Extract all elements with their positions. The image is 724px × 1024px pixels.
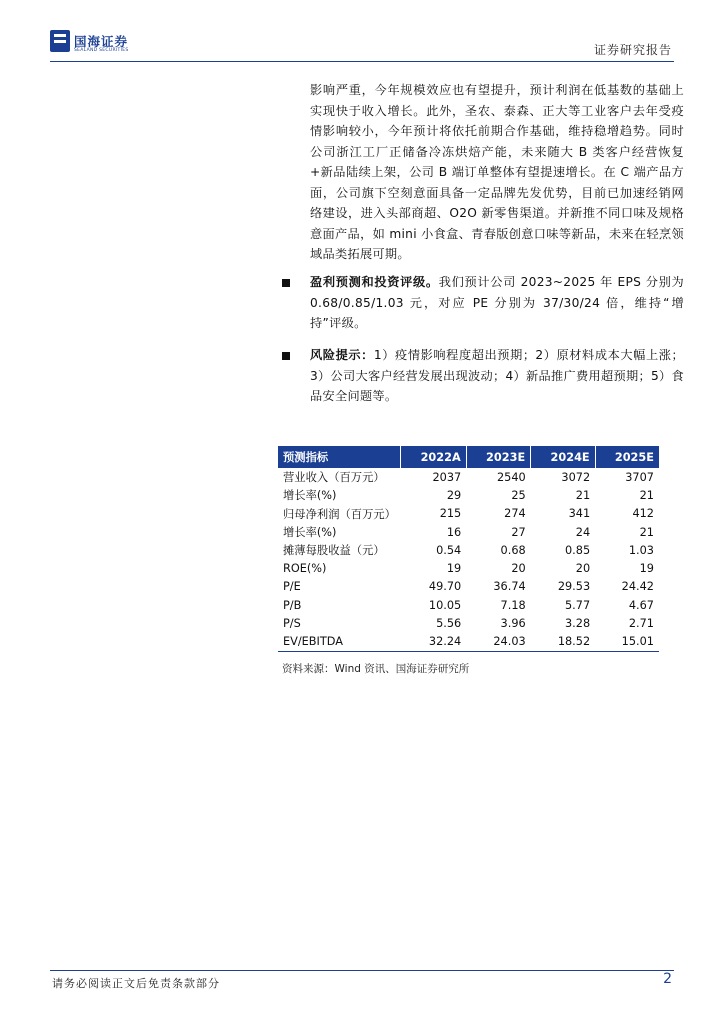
- table-cell: 0.68: [500, 543, 526, 557]
- row-label: 归母净利润（百万元）: [283, 507, 396, 521]
- table-cell: 18.52: [531, 633, 595, 652]
- rating-title: 盈利预测和投资评级。: [310, 275, 439, 289]
- table-row: [278, 541, 659, 559]
- company-logo: [50, 30, 140, 56]
- table-cell: 36.74: [493, 580, 526, 594]
- logo-text-cn: 国海证券: [74, 34, 129, 49]
- table-cell: 19: [446, 562, 462, 576]
- table-cell: 2037: [432, 470, 462, 484]
- table-header-cell: 2024E: [531, 446, 595, 468]
- table-cell: 15.01: [595, 633, 659, 652]
- row-label: 增长率(%): [283, 526, 337, 540]
- table-row: [278, 614, 659, 632]
- header-divider: [50, 61, 674, 62]
- table-cell: 274: [504, 507, 526, 521]
- table-row: [278, 523, 659, 541]
- page-number: 2: [663, 971, 672, 987]
- row-label: 增长率(%): [283, 489, 337, 503]
- row-label: EV/EBITDA: [278, 633, 401, 652]
- forecast-table: [278, 446, 659, 652]
- logo-text-en: SEALAND SECURITIES: [74, 48, 129, 53]
- table-cell: 412: [632, 507, 654, 521]
- table-cell: 2.71: [628, 617, 654, 631]
- table-cell: 5.77: [565, 598, 591, 612]
- footer-divider: [50, 970, 674, 971]
- table-cell: 21: [639, 488, 654, 502]
- bullet-icon: [282, 352, 290, 360]
- table-cell: 24.03: [466, 633, 530, 652]
- row-label: P/B: [283, 598, 302, 612]
- table-cell: 10.05: [428, 598, 462, 612]
- table-cell: 3072: [561, 470, 591, 484]
- table-cell: 5.56: [436, 617, 462, 631]
- rating-text: 我们预计公司 2023~2025 年 EPS 分别为 0.68/0.85/1.03 元，对应 PE 分别为 37/30/24 倍，维持“增持”评级。: [310, 275, 685, 330]
- row-label: ROE(%): [283, 562, 327, 576]
- row-label: P/E: [283, 580, 301, 594]
- table-cell: 24: [575, 525, 591, 539]
- row-label: P/S: [283, 617, 301, 631]
- footer-disclaimer: 请务必阅读正文后免责条款部分: [52, 977, 220, 990]
- table-cell: 3707: [625, 470, 654, 484]
- risk-paragraph: [310, 345, 684, 407]
- table-cell: 32.24: [401, 633, 467, 652]
- table-cell: 25: [511, 488, 526, 502]
- table-cell: 24.42: [621, 580, 654, 594]
- row-label: 营业收入（百万元）: [283, 471, 385, 485]
- intro-paragraph: 影响严重，今年规模效应也有望提升，预计利润在低基数的基础上实现快于收入增长。此外，圣农、泰森、正大等工业客户去年受疫情影响较小，今年预计将依托前期合作基础，维持稳增趋势。同时公司浙江工厂正储备冷冻烘焙产能，未来随大 B 类客户经营恢复+新品陆续上架，公司 B 端订单整体有望提速增长。在 C 端产品方面，公司旗下空刻意面具备一定品牌先发优势，目前已加速经销网络建设，进入头部商超、O2O 新零售渠道。并新推不同口味及规格意面产品，如 mini 小食盒、青春版创意口味等新品，未来在轻烹领域品类拓展可期。: [310, 83, 684, 261]
- table-cell: 20: [575, 562, 591, 576]
- table-cell: 29: [446, 488, 462, 502]
- table-cell: 19: [639, 562, 654, 576]
- table-header-row: [278, 446, 659, 468]
- table-cell: 0.85: [565, 543, 591, 557]
- table-header-cell: 2025E: [595, 446, 659, 468]
- table-cell: 20: [511, 562, 526, 576]
- bullet-icon: [282, 279, 290, 287]
- table-row: [278, 486, 659, 504]
- table-cell: 1.03: [628, 543, 654, 557]
- table-cell: 215: [439, 507, 462, 521]
- table-cell: 3.96: [500, 617, 526, 631]
- risk-title: 风险提示：: [310, 348, 374, 362]
- rating-paragraph: [310, 272, 684, 334]
- table-cell: 27: [511, 525, 526, 539]
- table-cell: 341: [568, 507, 591, 521]
- table-cell: 21: [639, 525, 654, 539]
- table-cell: 29.53: [557, 580, 591, 594]
- table-header-cell: 预测指标: [278, 446, 401, 468]
- table-row: [278, 578, 659, 596]
- table-row: [278, 633, 659, 652]
- logo-mark-icon: [50, 30, 70, 52]
- table-cell: 0.54: [436, 543, 462, 557]
- table-header-cell: 2022A: [401, 446, 467, 468]
- table-cell: 2540: [496, 470, 526, 484]
- table-row: [278, 505, 659, 523]
- table-cell: 16: [446, 525, 462, 539]
- table-row: [278, 559, 659, 577]
- table-cell: 4.67: [628, 598, 654, 612]
- table-cell: 49.70: [428, 580, 462, 594]
- table-source-note: 资料来源：Wind 资讯、国海证券研究所: [282, 663, 470, 675]
- table-row: [278, 468, 659, 486]
- report-type-label: 证券研究报告: [593, 43, 672, 57]
- table-row: [278, 596, 659, 614]
- table-cell: 7.18: [500, 598, 526, 612]
- row-label: 摊薄每股收益（元）: [283, 544, 385, 558]
- table-header-cell: 2023E: [466, 446, 530, 468]
- table-cell: 21: [575, 488, 591, 502]
- risk-text: 1）疫情影响程度超出预期；2）原材料成本大幅上涨；3）公司大客户经营发展出现波动；4）新品推广费用超预期；5）食品安全问题等。: [310, 348, 685, 403]
- table-cell: 3.28: [565, 617, 591, 631]
